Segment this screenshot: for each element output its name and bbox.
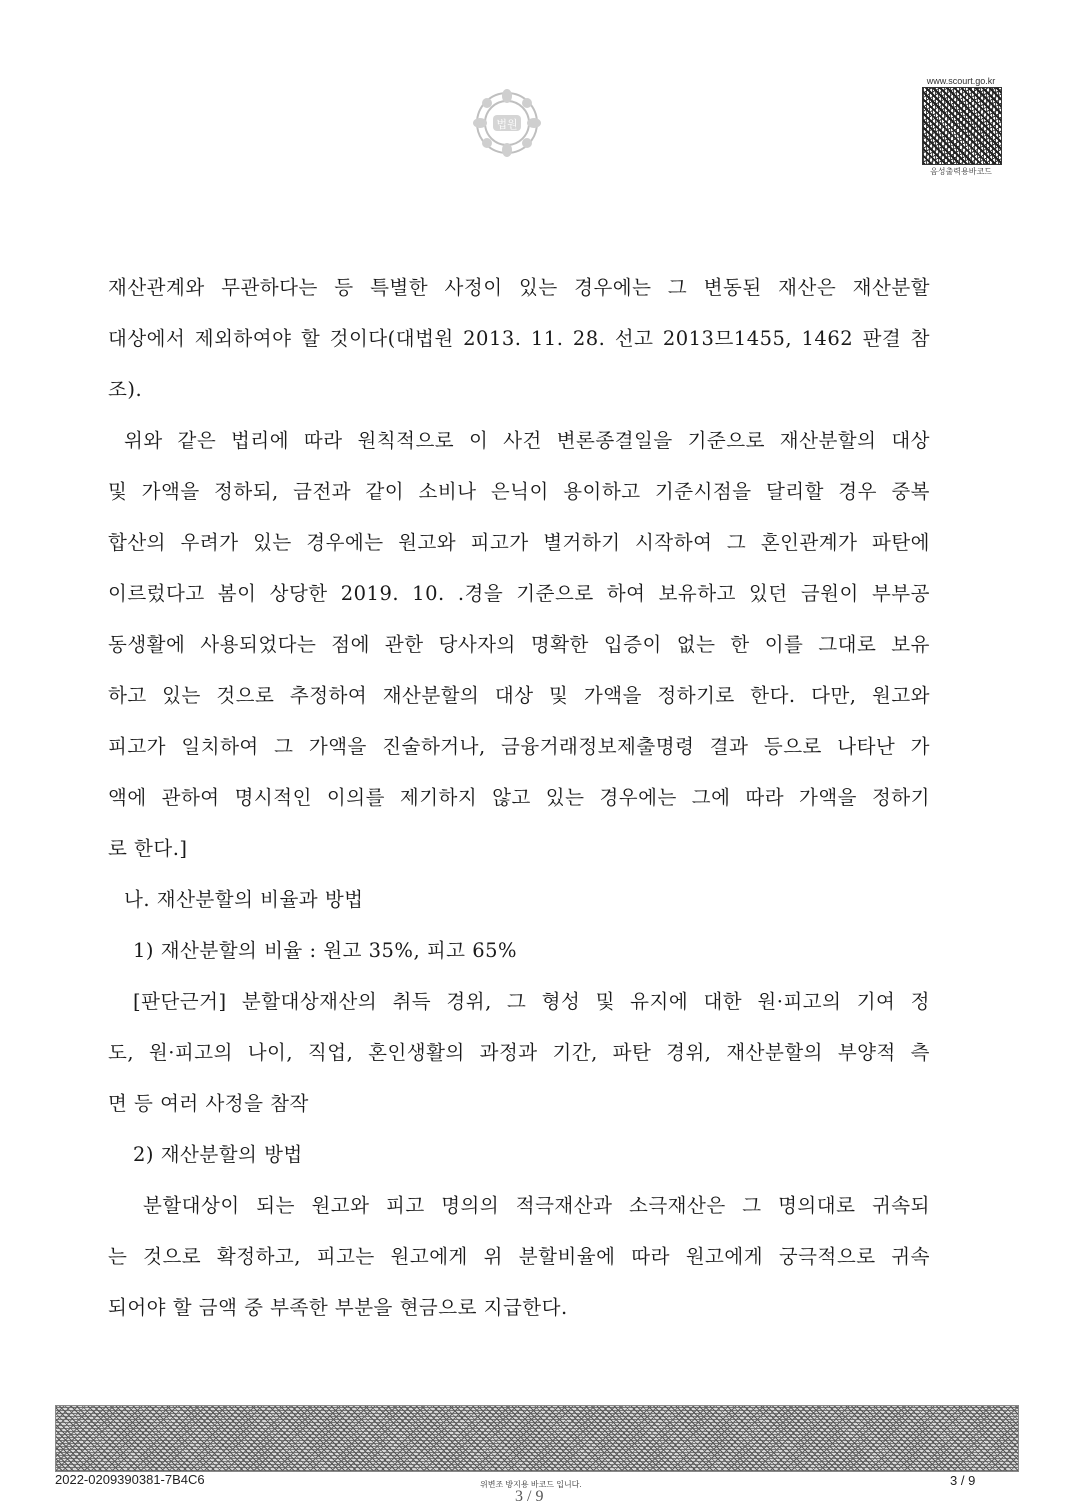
anti-forgery-barcode bbox=[55, 1405, 1019, 1472]
court-url: www.scourt.go.kr bbox=[926, 76, 996, 86]
text-line: 및 가액을 정하되, 금전과 같이 소비나 은닉이 용이하고 기준시점을 달리할 경우 중복 bbox=[108, 480, 930, 503]
section-heading: 나. 재산분할의 비율과 방법 bbox=[124, 888, 364, 911]
text-line: 로 한다.] bbox=[108, 837, 188, 860]
text-line: 동생활에 사용되었다는 점에 관한 당사자의 명확한 입증이 없는 한 이를 그대로 보유 bbox=[108, 633, 930, 656]
text-line: 분할대상이 되는 원고와 피고 명의의 적극재산과 소극재산은 그 명의대로 귀속되 bbox=[143, 1194, 930, 1217]
page-number-center: 3 / 9 bbox=[515, 1488, 544, 1505]
text-line: 조). bbox=[108, 378, 143, 401]
text-line: 되어야 할 금액 중 부족한 부분을 현금으로 지급한다. bbox=[108, 1296, 568, 1319]
document-id: 2022-0209390381-7B4C6 bbox=[55, 1472, 205, 1487]
court-seal-watermark bbox=[472, 88, 542, 158]
text-line: 면 등 여러 사정을 참작 bbox=[108, 1092, 309, 1115]
text-line: 피고가 일치하여 그 가액을 진술하거나, 금융거래정보제출명령 결과 등으로 나타난 가 bbox=[108, 735, 930, 758]
voice-output-qr-code bbox=[922, 87, 1002, 165]
qr-caption: 음성출력용바코드 bbox=[930, 167, 992, 176]
text-line: 액에 관하여 명시적인 이의를 제기하지 않고 있는 경우에는 그에 따라 가액을 정하기 bbox=[108, 786, 930, 809]
text-line: 위와 같은 법리에 따라 원칙적으로 이 사건 변론종결일을 기준으로 재산분할의 대상 bbox=[124, 429, 930, 452]
barcode-note: 위변조 방지용 바코드 입니다. bbox=[480, 1480, 582, 1489]
text-line: 도, 원·피고의 나이, 직업, 혼인생활의 과정과 기간, 파탄 경위, 재산분할의 부양적 측 bbox=[108, 1041, 930, 1064]
text-line: 합산의 우려가 있는 경우에는 원고와 피고가 별거하기 시작하여 그 혼인관계가 파탄에 bbox=[108, 531, 930, 554]
subsection-heading: 2) 재산분할의 방법 bbox=[133, 1143, 303, 1166]
text-line: 재산관계와 무관하다는 등 특별한 사정이 있는 경우에는 그 변동된 재산은 재산분할 bbox=[108, 276, 930, 299]
text-line: 대상에서 제외하여야 할 것이다(대법원 2013. 11. 28. 선고 2013므1455, 1462 판결 참 bbox=[108, 327, 930, 350]
page-number: 3 / 9 bbox=[950, 1473, 976, 1488]
text-line: 하고 있는 것으로 추정하여 재산분할의 대상 및 가액을 정하기로 한다. 다만, 원고와 bbox=[108, 684, 930, 707]
text-line: 는 것으로 확정하고, 피고는 원고에게 위 분할비율에 따라 원고에게 궁극적으로 귀속 bbox=[108, 1245, 930, 1268]
text-line: 이르렀다고 봄이 상당한 2019. 10. .경을 기준으로 하여 보유하고 있던 금원이 부부공 bbox=[108, 582, 930, 605]
subsection-heading: 1) 재산분할의 비율 : 원고 35%, 피고 65% bbox=[133, 939, 518, 962]
judgment-body bbox=[108, 262, 930, 1333]
text-line: [판단근거] 분할대상재산의 취득 경위, 그 형성 및 유지에 대한 원·피고의 기여 정 bbox=[133, 990, 930, 1013]
seal-text: 법원 bbox=[496, 118, 518, 131]
